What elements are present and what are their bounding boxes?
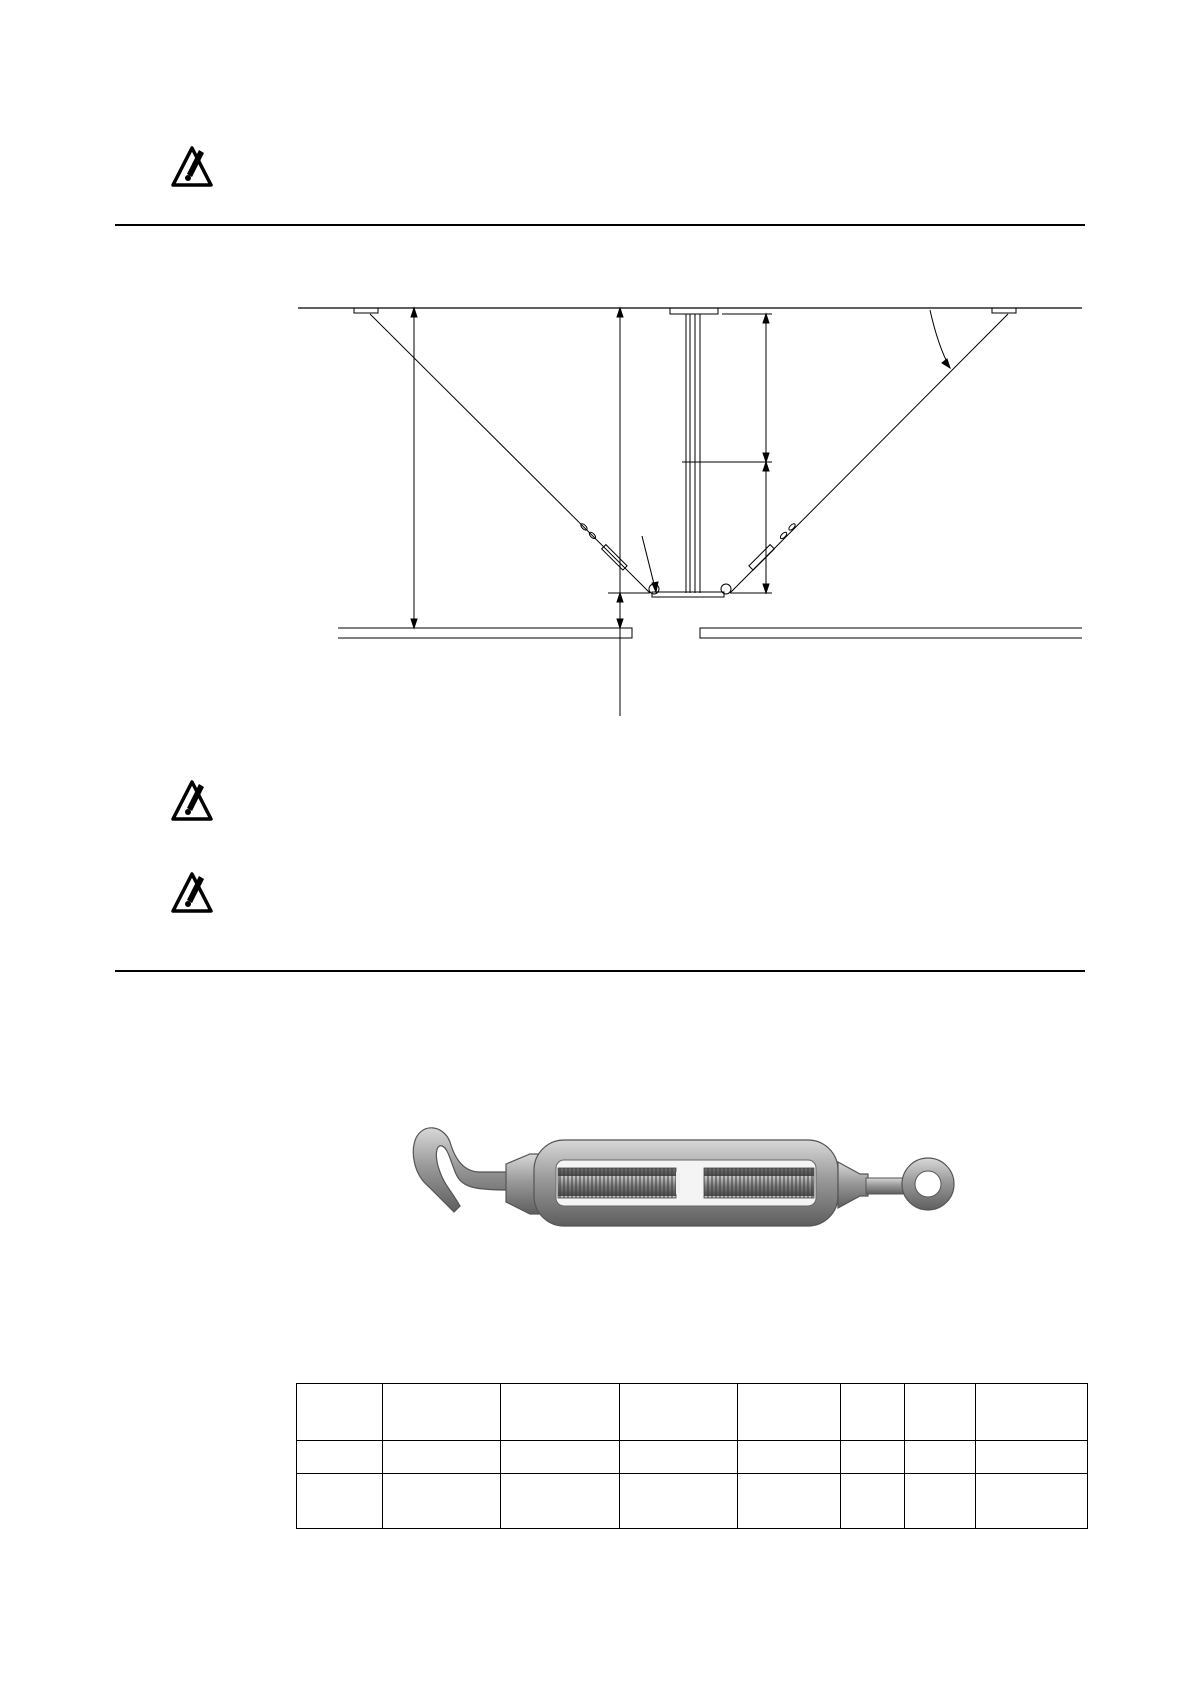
- table-cell: [738, 1474, 841, 1529]
- table-cell: [905, 1441, 976, 1474]
- spec-table: [296, 1383, 1088, 1529]
- table-row: [297, 1474, 1088, 1529]
- table-cell: [383, 1441, 501, 1474]
- section-divider: [115, 224, 1085, 226]
- table-header-cell: [620, 1384, 738, 1441]
- table-header-row: [297, 1384, 1088, 1441]
- table-header-cell: [297, 1384, 383, 1441]
- table-cell: [738, 1441, 841, 1474]
- table-cell: [976, 1441, 1088, 1474]
- section-divider: [115, 970, 1085, 972]
- table-cell: [501, 1441, 620, 1474]
- left-panel: [338, 628, 632, 638]
- ceiling-suspension-diagram: [290, 296, 1090, 716]
- turnbuckle-photo: [410, 1116, 980, 1236]
- table-cell: [976, 1474, 1088, 1529]
- table-cell: [841, 1474, 905, 1529]
- right-panel: [700, 628, 1082, 638]
- table-header-cell: [905, 1384, 976, 1441]
- table-cell: [383, 1474, 501, 1529]
- note-pencil-icon: [170, 778, 214, 822]
- table-cell: [297, 1474, 383, 1529]
- table-header-cell: [501, 1384, 620, 1441]
- hook: [413, 1128, 510, 1212]
- table-cell: [620, 1474, 738, 1529]
- table-header-cell: [841, 1384, 905, 1441]
- table-header-cell: [976, 1384, 1088, 1441]
- table-cell: [501, 1474, 620, 1529]
- table-cell: [297, 1441, 383, 1474]
- table-cell: [905, 1474, 976, 1529]
- note-pencil-icon: [170, 870, 214, 914]
- left-cable: [370, 314, 650, 593]
- table-header-cell: [738, 1384, 841, 1441]
- table-row: [297, 1441, 1088, 1474]
- table-cell: [620, 1441, 738, 1474]
- table-header-cell: [383, 1384, 501, 1441]
- note-pencil-icon: [170, 144, 214, 188]
- table-cell: [841, 1441, 905, 1474]
